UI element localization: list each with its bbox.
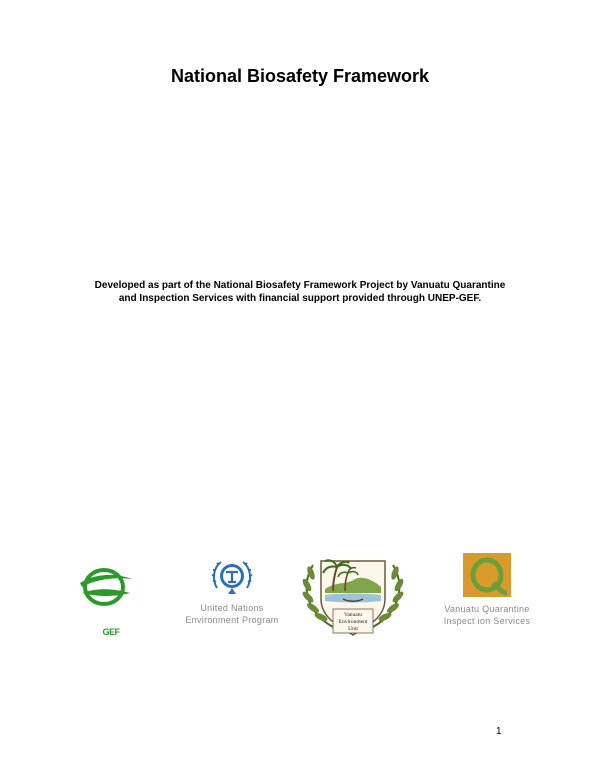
- vqis-logo: [435, 553, 539, 633]
- subtitle-line-2: and Inspection Services with financial support provided through UNEP-GEF.: [118, 293, 482, 304]
- unep-logo: [172, 558, 292, 632]
- subtitle-line-1: Developed as part of the National Biosafety Framework Project by Vanuatu Quarantine: [94, 280, 506, 291]
- vanuatu-environment-unit-logo: [299, 555, 407, 641]
- vqis-caption-line-1: Vanuatu Quarantine: [444, 604, 530, 614]
- unep-caption-line-1: United Nations: [200, 603, 264, 613]
- document-title: National Biosafety Framework: [170, 66, 430, 86]
- veu-label-line-3: Unit: [348, 626, 358, 632]
- gef-label: GEF: [102, 627, 120, 637]
- veu-label-line-2: Environment: [338, 619, 368, 625]
- unep-caption: [172, 602, 292, 626]
- page-number: 1: [496, 726, 502, 737]
- gef-logo: [76, 563, 136, 643]
- vqis-caption: [435, 603, 539, 627]
- veu-label-line-1: Vanuatu: [343, 612, 363, 618]
- unep-caption-line-2: Environment Program: [185, 615, 279, 625]
- un-emblem-icon: [210, 558, 254, 596]
- vanuatu-environment-unit-seal-icon: [299, 555, 407, 641]
- vqis-caption-line-2: Inspect ion Services: [443, 616, 531, 626]
- vqis-q-icon: [463, 553, 511, 597]
- document-subtitle: [70, 279, 530, 305]
- gef-globe-icon: [76, 563, 136, 609]
